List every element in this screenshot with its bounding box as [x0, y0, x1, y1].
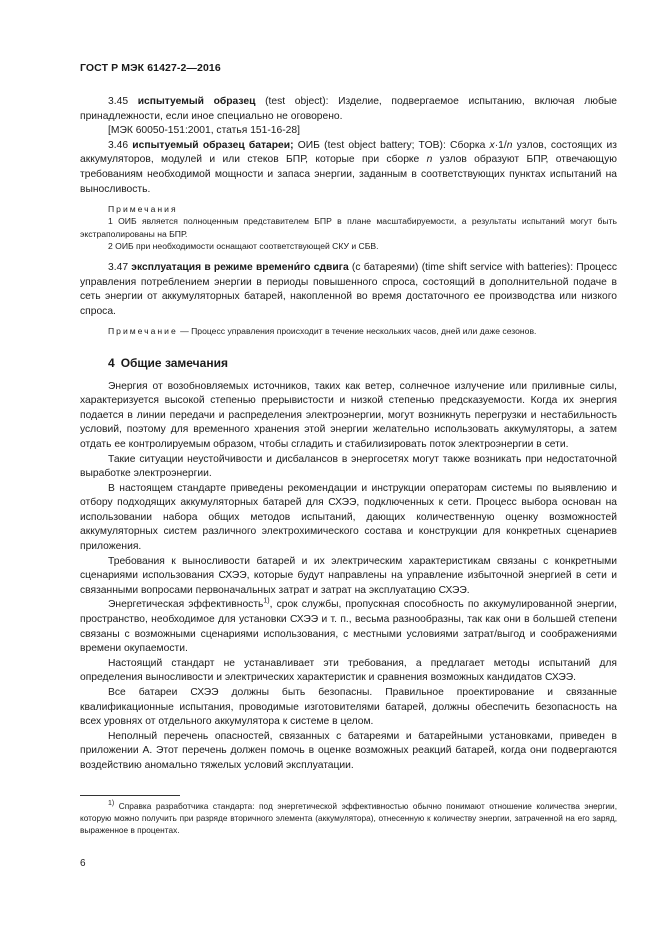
- section-paragraph-3: В настоящем стандарте приведены рекомендации и инструкции операторам системы по выявлению и отбору подходящих аккумуляторных батарей для СХЭЭ, подключенных к сети. Процесс выбора основан на использовании набора общих методов испытаний, дающих количественную оценку возможностей аккумуляторных систем различного электрохимического состава и конструкции для конкретных сценариев приложения.: [80, 482, 617, 553]
- section-paragraph-1: Энергия от возобновляемых источников, таких как ветер, солнечное излучение или приливные силы, характеризуется высокой степенью прерывистости и низкой степенью предсказуемости. Когда их энергия подается в линии передачи и распределения электроэнергии, могут возникнуть перегрузки и нестабильность условий, поэтому для временного хранения этой энергии желательно использовать аккумуляторы, а затем отдать ее контролируемым образом, чтобы сгладить и стабилизировать поток электроэнергии в сети.: [80, 380, 617, 450]
- section-number: 4: [108, 355, 115, 370]
- note-item-1: 1 ОИБ является полноценным представителем БПР в плане масштабируемости, а результаты испытаний могут быть экстраполированы на БПР.: [80, 216, 617, 239]
- section-paragraph-2: Такие ситуации неустойчивости и дисбалансов в энергосетях могут также возникать при недостаточной выработке электроэнергии.: [80, 453, 617, 480]
- footnote-mark: 1): [108, 800, 115, 808]
- document-header: ГОСТ Р МЭК 61427-2—2016: [80, 62, 221, 74]
- term-number: 3.45: [108, 96, 129, 107]
- term-name: испытуемый образец: [137, 96, 256, 107]
- section-title: Общие замечания: [120, 355, 228, 370]
- note-text: — Процесс управления происходит в течение нескольких часов, дней или даже сезонов.: [177, 326, 537, 337]
- notes-heading: Примечания: [108, 204, 178, 215]
- section-paragraph-8: Неполный перечень опасностей, связанных с батареями и батарейными установками, приведен в приложении А. Этот перечень должен помочь в оценке возможных реакций батарей, когда они подвергаются воздействию аномально тяжелых условий эксплуатации.: [80, 730, 617, 771]
- footnote-ref[interactable]: 1): [263, 598, 270, 606]
- term-3-46: 3.46 испытуемый образец батареи; ОИБ (test object battery; TOB): Сборка x·1/n узлов, состоящих из аккумуляторов, модулей и или стеков БПР, которые при сборке n узлов образуют БПР, отвечающую требованиям необходимой мощности и запаса энергии, заданным в соответствующих пунктах испытаний на выносливость.: [80, 139, 617, 195]
- term-definition: (test object): Изделие, подвергаемое испытанию, включая любые принадлежности, если иное специально не оговорено.: [80, 96, 617, 122]
- note-item-2: 2 ОИБ при необходимости оснащают соответствующей СКУ и СБВ.: [108, 240, 379, 251]
- page-content: [80, 95, 617, 774]
- page-number: 6: [80, 858, 86, 869]
- footnote: [80, 800, 617, 836]
- section-paragraph-7: Все батареи СХЭЭ должны быть безопасны. Правильное проектирование и связанные квалификационные испытания, проводимые изготовителями батарей, должны обеспечить безопасность на всех уровнях от отдельного аккумулятора к системе в целом.: [80, 687, 617, 728]
- note-3-47: [80, 325, 617, 337]
- term-number: 3.46: [108, 139, 129, 151]
- term-3-45: [80, 95, 617, 124]
- formula-x: x: [489, 139, 495, 151]
- term-3-47: [80, 261, 617, 319]
- term-name: испытуемый образец батареи;: [132, 139, 294, 151]
- note-label: Примечание: [108, 326, 178, 337]
- section-paragraph-5: Энергетическая эффективность$^{1)}$, срок службы, пропускная способность по аккумулированной энергии, пространство, необходимое для установки СХЭЭ и т. п., весьма разнообразны, так как они в большей степени связаны с возможными сценариями использования, с местными условиями затрат/выгод и соображениями времени окупаемости.: [80, 598, 617, 655]
- section-heading: [108, 356, 617, 370]
- term-number: 3.47: [108, 261, 129, 273]
- section-paragraph-4: Требования к выносливости батарей и их электрическим характеристикам связаны с конкретными сценариями использования СХЭЭ, которые будут направлены на управление избыточной энергией в сети и связанными вопросами первоначальных затрат и затрат на эксплуатацию СХЭЭ.: [80, 555, 617, 596]
- section-paragraph-6: Настоящий стандарт не устанавливает эти требования, а предлагает методы испытаний для определения выносливости и электрических характеристик и сравнения возможных кандидатов СХЭЭ.: [80, 657, 617, 684]
- term-definition: (с батареями) (time shift service with batteries): Процесс управления потреблением энергии в периоды повышенного спроса, состоящий в дополнительной подаче в сеть энергии от аккумуляторных батарей, накопленной во время достаточного ее производства или низкого спроса.: [80, 261, 617, 317]
- formula-n: n: [506, 139, 513, 151]
- footnote-text: Справка разработчика стандарта: под энергетической эффективностью обычно понимают отношение количества энергии, которую можно получить при разряде вторичного элемента (аккумулятора), отнесенную к количеству энергии, затраченной на его заряд, выраженное в процентах.: [80, 801, 617, 835]
- footnote-divider: [80, 795, 180, 796]
- term-source: [МЭК 60050-151:2001, статья 151-16-28]: [108, 125, 301, 137]
- term-name: эксплуатация в режиме времени́го сдвига: [131, 261, 349, 273]
